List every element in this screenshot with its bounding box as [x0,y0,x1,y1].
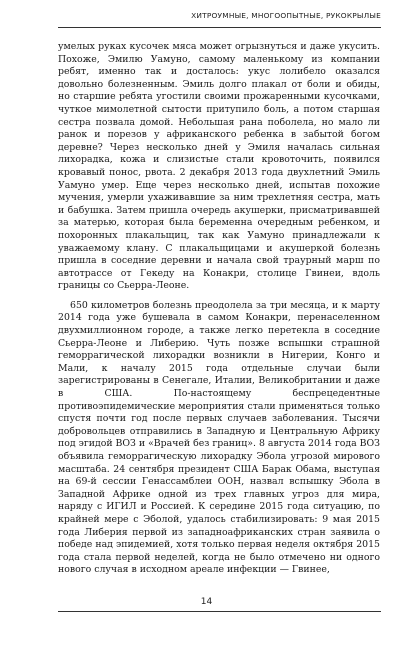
footer-rule [58,611,381,612]
body-text [58,41,380,577]
running-head: ХИТРОУМНЫЕ, МНОГООПЫТНЫЕ, РУКОКРЫЛЫЕ [191,11,381,20]
paragraph: 650 километров болезнь преодолела за три месяца, и к марту 2014 года уже бушевала в самом Конакри, перенаселенном двухмиллионном городе, а также легко перетекла в соседние Сьерра-Леоне и Либерию. Чуть позже вспышки страшной геморрагической лихорадки возникли в Нигерии, Конго и Мали, к началу 2015 года отдельные случаи были зарегистрированы в Сенегале, Италии, Великобритании и даже в США. По-настоящему беспрецедентные противоэпидемические мероприятия стали применяться только спустя почти год после первых случаев заболевания. Тысячи добровольцев отправились в Западную и Центральную Африку под эгидой ВОЗ и «Врачей без границ». 8 августа 2014 года ВОЗ объявила геморрагическую лихорадку Эбола угрозой мирового масштаба. 24 сентября президент США Барак Обама, выступая на 69-й сессии Генассамблеи ООН, назвал вспышку Эбола в Западной Африке одной из трех главных угроз для мира, наряду с ИГИЛ и Россией. К середине 2015 года ситуацию, по крайней мере с Эболой, удалось стабилизировать: 9 мая 2015 года Либерия первой из западноафриканских стран заявила о победе над эпидемией, хотя только первая неделя октября 2015 года стала первой неделей, когда не было отмечено ни одного нового случая в исходном ареале инфекции — Гвинее, [58,299,380,576]
page-number: 14 [200,597,213,607]
page-header [58,9,381,28]
paragraph: умелых руках кусочек мяса может огрызнуться и даже укусить. Похоже, Эмилю Уамуно, самому маленькому из компании ребят, именно так и досталось: укус лолибело оказался довольно болезненным. Эмиль долго плакал от боли и обиды, но старшие ребята угостили своими прожаренными кусочками, чуткое мимолетной сытости притупило боль, а потом старшая сестра позвала домой. Небольшая рана поболела, но мало ли ранок и порезов у африканского ребенка в забытой богом деревне? Через несколько дней у Эмиля началась сильная лихорадка, кожа и слизистые стали кровоточить, появился кровавый понос, рвота. 2 декабря 2013 года двухлетний Эмиль Уамуно умер. Еще через несколько дней, испытав похожие мучения, умерли ухаживавшие за ним трехлетняя сестра, мать и бабушка. Затем пришла очередь акушерки, присматривавшей за матерью, которая была беременна очередным ребенком, и похоронных плакальщиц, так как Уамуно принадлежали к уважаемому клану. С плакальщицами и акушеркой болезнь пришла в соседние деревни и начала свой траурный марш по автотрассе от Гекеду на Конакри, столице Гвинеи, вдоль границы со Сьерра-Леоне. [58,41,380,292]
